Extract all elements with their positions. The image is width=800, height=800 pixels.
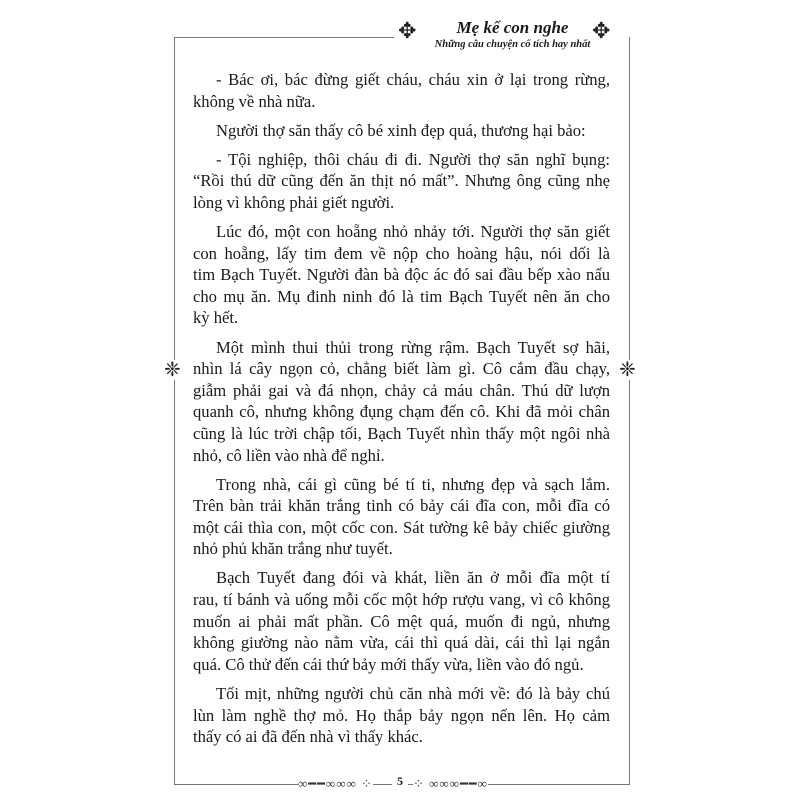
story-body: [193, 69, 610, 755]
text-line: con hoẵng, lấy tim đem về nộp cho hoàng hậu, nói dối là: [193, 243, 610, 263]
text-line: nhỏ phủ khăn trắng như tuyết.: [193, 539, 393, 559]
paragraph: [193, 337, 610, 467]
book-title: Mẹ kể con nghe: [456, 18, 569, 37]
book-subtitle: Những câu chuyện cổ tích hay nhất: [434, 39, 591, 50]
text-line: Tối mịt, những người chủ căn nhà mới về: đó là bảy chú: [216, 683, 610, 703]
text-line: quá. Cô thử đến cái thứ bảy mới thấy vừa, liền vào đó ngủ.: [193, 654, 584, 674]
paragraph: [193, 69, 610, 112]
page-number: 5: [392, 774, 408, 789]
text-line: rau, tí bánh và uống mỗi cốc một hớp rượu vang, vì cô không: [193, 590, 610, 610]
text-line: quanh cô, nhưng không đụng chạm đến cô. Khi đã mỏi chân: [193, 402, 610, 422]
text-line: nhìn lá cây ngọn cỏ, chẳng biết làm gì. Cô cắm đầu chạy,: [193, 359, 610, 379]
text-line: tim Bạch Tuyết. Người đàn bà độc ác đó sai đầu bếp xào nấu: [193, 265, 610, 285]
text-line: Trong nhà, cái gì cũng bé tí ti, nhưng đẹp và sạch lắm.: [216, 474, 610, 494]
paragraph: [193, 474, 610, 560]
paragraph: [193, 683, 610, 748]
text-line: muốn ai phải mất phần. Cô mệt quá, muốn đi ngủ, nhưng: [193, 611, 610, 631]
text-line: kỳ hết.: [193, 308, 239, 328]
text-line: Một mình thui thủi trong rừng rậm. Bạch Tuyết sợ hãi,: [216, 337, 610, 357]
text-line: - Bác ơi, bác đừng giết cháu, cháu xin ở lại trong rừng,: [216, 70, 610, 89]
text-line: lùn làm nghề thợ mỏ. Họ thắp bảy ngọn nến lên. Họ cảm: [193, 705, 610, 725]
footer-ornament-left-icon: ∞━━∞∞∞ ⁘: [298, 776, 373, 791]
text-line: “Rồi thú dữ cũng đến ăn thịt nó mất”. Nhưng ông cũng nhẹ: [193, 171, 610, 191]
side-ornament-left-icon: ❈: [164, 359, 181, 381]
text-line: thấy có ai đã đến nhà vì thấy khác.: [193, 727, 423, 747]
text-line: Bạch Tuyết đang đói và khát, liền ăn ở mỗi đĩa một tí: [216, 568, 610, 588]
text-line: cũng là lúc trời chập tối, Bạch Tuyết nhìn thấy một ngôi nhà: [193, 423, 610, 443]
page-frame-top: [174, 37, 394, 38]
text-line: không về nhà nữa.: [193, 91, 316, 111]
paragraph: [193, 221, 610, 329]
text-line: giẫm phải gai và đá nhọn, chảy cả máu chân. Thú dữ lượn: [193, 380, 610, 400]
page-frame-right: [629, 37, 630, 785]
flourish-ornament-icon: ✥: [398, 18, 417, 43]
text-line: không giường nào nằm vừa, cái thì quá dài, cái thì lại ngắn: [193, 633, 610, 653]
side-ornament-right-icon: ❈: [619, 359, 636, 381]
text-line: - Tội nghiệp, thôi cháu đi đi. Người thợ săn nghĩ bụng:: [216, 149, 610, 169]
flourish-ornament-icon: ✥: [592, 18, 611, 43]
text-line: Người thợ săn thấy cô bé xinh đẹp quá, thương hại bảo:: [216, 120, 586, 140]
text-line: Trên bàn trải khăn trắng tinh có bảy cái đĩa con, mỗi đĩa có: [193, 496, 610, 516]
footer-ornament-right-icon: ⁘ ∞∞∞━━∞: [413, 776, 488, 791]
text-line: một cái thìa con, một cốc con. Sát tường kê bảy chiếc giường: [193, 517, 610, 537]
running-header: [430, 18, 595, 52]
page-frame-left: [174, 37, 175, 785]
text-line: Lúc đó, một con hoẵng nhỏ nhảy tới. Người thợ săn giết: [216, 222, 610, 242]
paragraph: [193, 120, 610, 142]
text-line: cho mụ ăn. Mụ đinh ninh đó là tim Bạch Tuyết nên ăn cho: [193, 286, 610, 306]
paragraph: [193, 567, 610, 675]
paragraph: [193, 149, 610, 214]
text-line: lòng vì không phải giết người.: [193, 192, 395, 212]
text-line: nhỏ, cô liền vào nhà để nghỉ.: [193, 445, 385, 465]
